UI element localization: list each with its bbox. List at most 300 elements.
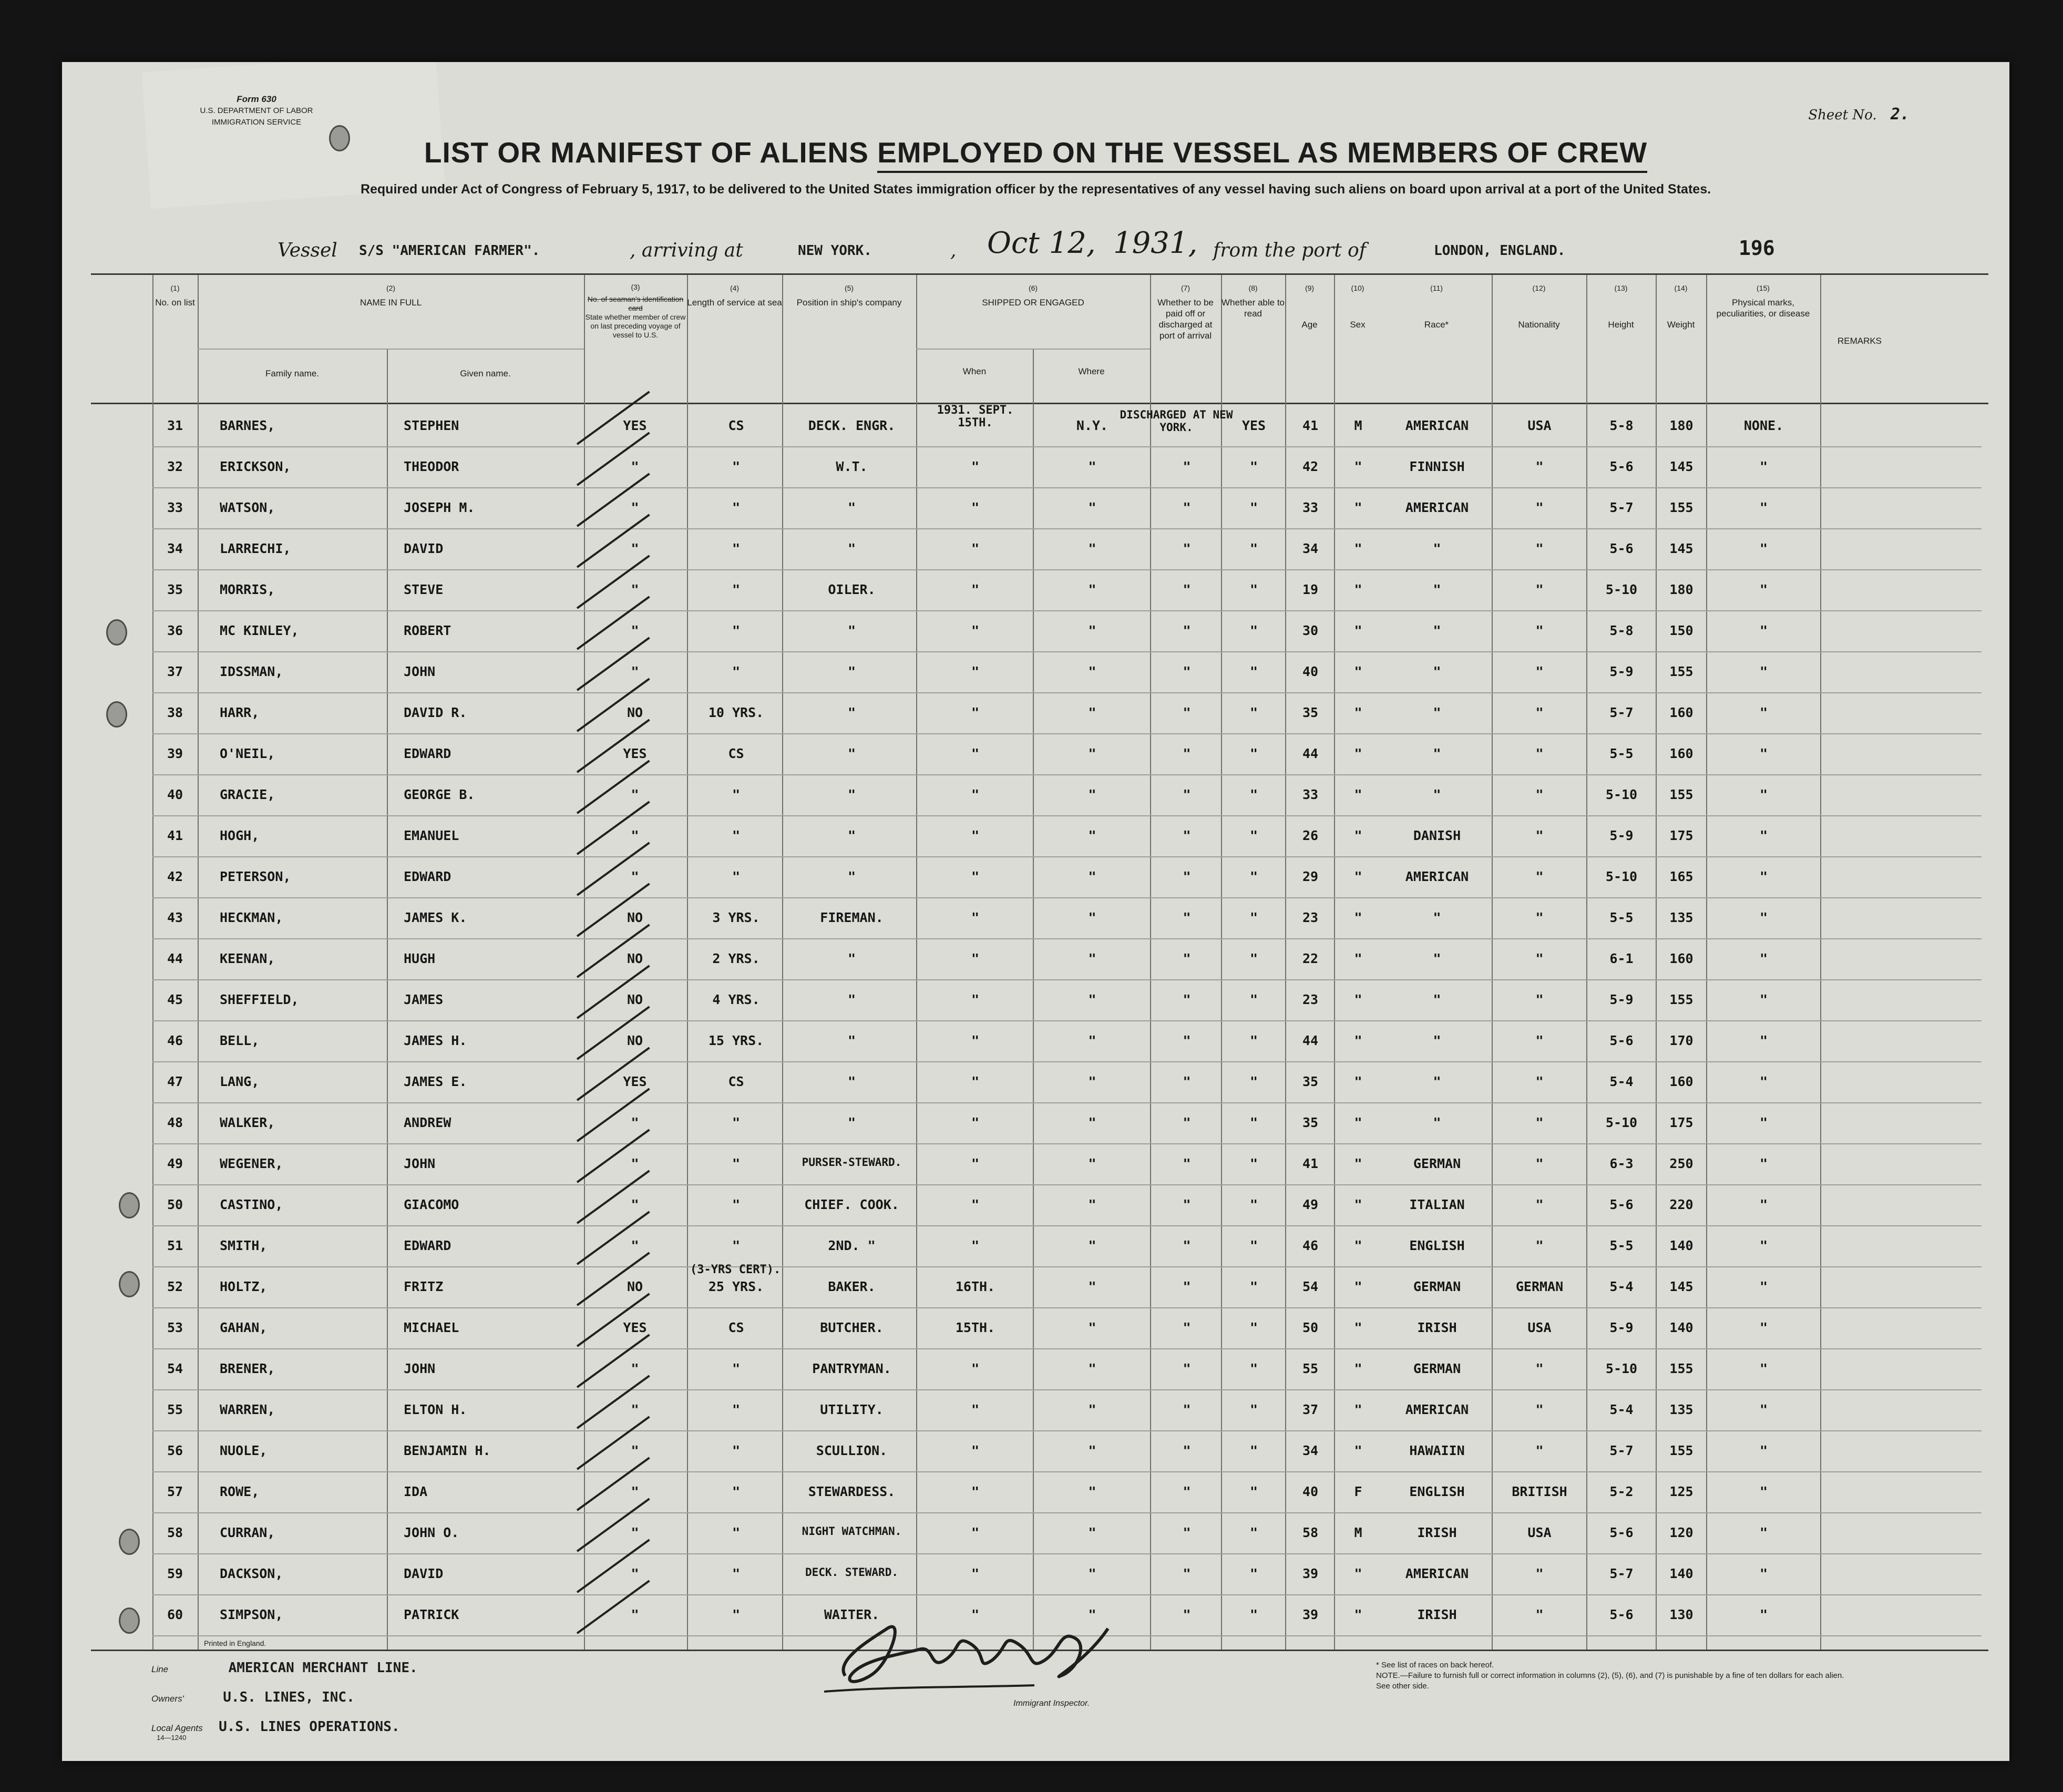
- cell-card: NO: [627, 910, 643, 925]
- cell-paid: ": [1183, 1525, 1191, 1540]
- cell-marks: NONE.: [1743, 418, 1784, 433]
- cell-given: JAMES K.: [404, 910, 467, 925]
- header-paid-off: (7) Whether to be paid off or discharged at port of arrival: [1157, 284, 1214, 341]
- table-row: [62, 693, 2009, 732]
- header-height: (13) Height: [1608, 284, 1634, 330]
- cell-height: 5-8: [1609, 623, 1634, 638]
- cell-weight: 165: [1669, 869, 1693, 884]
- cell-height: 5-5: [1609, 910, 1634, 925]
- cell-when: ": [971, 992, 980, 1007]
- cell-no: 32: [167, 459, 183, 474]
- header-physical-marks: (15) Physical marks, peculiarities, or disease: [1716, 284, 1810, 319]
- cell-marks: ": [1759, 992, 1768, 1007]
- cell-where: ": [1088, 1566, 1096, 1581]
- cell-family: BELL,: [220, 1033, 260, 1048]
- cell-given: PATRICK: [404, 1607, 459, 1622]
- cell-position: ": [847, 992, 856, 1007]
- cell-card: ": [631, 1443, 639, 1458]
- header-remarks: REMARKS: [1837, 336, 1882, 346]
- cell-where: ": [1088, 1115, 1096, 1130]
- cell-weight: 220: [1669, 1197, 1693, 1212]
- cell-when: ": [971, 1566, 980, 1581]
- cell-family: O'NEIL,: [220, 746, 275, 761]
- cell-service: 4 YRS.: [712, 992, 760, 1007]
- form-code: 14—1240: [157, 1734, 187, 1742]
- cell-weight: 155: [1669, 1443, 1693, 1458]
- header-position: (5) Position in ship's company: [796, 284, 902, 308]
- cell-given: EDWARD: [404, 746, 451, 761]
- cell-paid: ": [1183, 1402, 1191, 1417]
- cell-paid: ": [1183, 705, 1191, 720]
- cell-no: 53: [167, 1320, 183, 1335]
- cell-height: 5-6: [1609, 541, 1634, 556]
- cell-height: 5-2: [1609, 1484, 1634, 1499]
- cell-race: ENGLISH: [1409, 1484, 1465, 1499]
- cell-read: ": [1249, 746, 1258, 761]
- cell-paid: ": [1183, 787, 1191, 802]
- cell-sex: ": [1354, 1566, 1362, 1581]
- cell-paid: ": [1183, 1279, 1191, 1294]
- cell-height: 5-8: [1609, 418, 1634, 433]
- cell-sex: ": [1354, 1279, 1362, 1294]
- cell-card: ": [631, 1566, 639, 1581]
- cell-weight: 250: [1669, 1156, 1693, 1171]
- cell-no: 44: [167, 951, 183, 966]
- table-row: [62, 939, 2009, 978]
- cell-marks: ": [1759, 910, 1768, 925]
- punch-hole: [119, 1192, 140, 1218]
- cell-given: JAMES H.: [404, 1033, 467, 1048]
- cell-nationality: ": [1535, 951, 1544, 966]
- cell-age: 44: [1302, 746, 1319, 761]
- table-row: [62, 816, 2009, 855]
- cell-nationality: ": [1535, 1361, 1544, 1376]
- cell-marks: ": [1759, 1525, 1768, 1540]
- cell-nationality: USA: [1527, 1320, 1552, 1335]
- cell-position: NIGHT WATCHMAN.: [802, 1525, 902, 1538]
- cell-sex: ": [1354, 787, 1362, 802]
- page-subtitle: Required under Act of Congress of February 5, 1917, to be delivered to the United States immigration officer by the representatives of any vessel having such aliens on board upon arrival at a port of the United States.: [360, 182, 1711, 197]
- cell-service: ": [732, 1484, 741, 1499]
- cell-family: DACKSON,: [220, 1566, 283, 1581]
- header-shipped-or-engaged: (6) SHIPPED OR ENGAGED: [982, 284, 1084, 308]
- cell-family: HOLTZ,: [220, 1279, 268, 1294]
- cell-race: HAWAIIN: [1409, 1443, 1465, 1458]
- cell-sex: ": [1354, 1156, 1362, 1171]
- cell-where: ": [1088, 746, 1096, 761]
- cell-height: 5-7: [1609, 500, 1634, 515]
- cell-weight: 145: [1669, 459, 1693, 474]
- cell-where: ": [1088, 1484, 1096, 1499]
- cell-service: ": [732, 1238, 741, 1253]
- cell-no: 43: [167, 910, 183, 925]
- cell-race: ": [1433, 1115, 1441, 1130]
- cell-paid: ": [1183, 1074, 1191, 1089]
- cell-paid: ": [1183, 828, 1191, 843]
- cell-weight: 155: [1669, 787, 1693, 802]
- service-name: IMMIGRATION SERVICE: [211, 118, 302, 127]
- cell-sex: ": [1354, 1361, 1362, 1376]
- cell-read: ": [1249, 951, 1258, 966]
- cell-card: ": [631, 459, 639, 474]
- header-weight: (14) Weight: [1667, 284, 1695, 330]
- cell-service: ": [732, 1115, 741, 1130]
- cell-position: W.T.: [836, 459, 868, 474]
- cell-position: BUTCHER.: [820, 1320, 884, 1335]
- inspector-label: Immigrant Inspector.: [1013, 1699, 1090, 1708]
- cell-height: 5-4: [1609, 1402, 1634, 1417]
- cell-card: ": [631, 1156, 639, 1171]
- cell-nationality: USA: [1527, 1525, 1552, 1540]
- shipped-subheader-rule: [916, 349, 1150, 350]
- cell-where: ": [1088, 459, 1096, 474]
- cell-weight: 120: [1669, 1525, 1693, 1540]
- cell-where: ": [1088, 664, 1096, 679]
- cell-family: CURRAN,: [220, 1525, 275, 1540]
- cell-sex: ": [1354, 459, 1362, 474]
- cell-sex: ": [1354, 869, 1362, 884]
- vessel-label: Vessel: [278, 240, 337, 261]
- cell-race: ": [1433, 910, 1441, 925]
- cell-given: JOSEPH M.: [404, 500, 475, 515]
- cell-race: IRISH: [1417, 1607, 1457, 1622]
- cell-sex: ": [1354, 951, 1362, 966]
- cell-nationality: ": [1535, 1566, 1544, 1581]
- cell-read: ": [1249, 1320, 1258, 1335]
- table-row: [62, 406, 2009, 445]
- cell-height: 5-10: [1605, 787, 1638, 802]
- cell-race: FINNISH: [1409, 459, 1465, 474]
- cell-read: ": [1249, 828, 1258, 843]
- cell-nationality: ": [1535, 705, 1544, 720]
- cell-nationality: ": [1535, 1033, 1544, 1048]
- cell-height: 5-10: [1605, 869, 1638, 884]
- from-port: LONDON, ENGLAND.: [1434, 243, 1566, 259]
- cell-nationality: ": [1535, 1607, 1544, 1622]
- cell-no: 52: [167, 1279, 183, 1294]
- cell-position: PURSER-STEWARD.: [802, 1156, 902, 1169]
- cell-service: CS: [728, 418, 744, 433]
- cell-read: ": [1249, 787, 1258, 802]
- cell-where: N.Y.: [1076, 418, 1109, 433]
- cell-service: CS: [728, 1074, 744, 1089]
- cell-height: 5-5: [1609, 1238, 1634, 1253]
- table-row: [62, 652, 2009, 691]
- cell-when: ": [971, 1115, 980, 1130]
- cell-weight: 140: [1669, 1320, 1693, 1335]
- cell-position: BAKER.: [828, 1279, 876, 1294]
- cell-family: HECKMAN,: [220, 910, 283, 925]
- cell-position: ": [847, 623, 856, 638]
- cell-read: ": [1249, 869, 1258, 884]
- cell-no: 31: [167, 418, 183, 433]
- cell-position: DECK. STEWARD.: [805, 1566, 898, 1579]
- cell-where: ": [1088, 1320, 1096, 1335]
- cell-marks: ": [1759, 1361, 1768, 1376]
- cell-weight: 145: [1669, 541, 1693, 556]
- cell-marks: ": [1759, 1033, 1768, 1048]
- cell-nationality: ": [1535, 992, 1544, 1007]
- cell-service: ": [732, 664, 741, 679]
- cell-where: ": [1088, 623, 1096, 638]
- cell-marks: ": [1759, 1279, 1768, 1294]
- cell-paid: ": [1183, 1115, 1191, 1130]
- cell-family: HARR,: [220, 705, 260, 720]
- arrival-year-handwritten: 1931,: [1113, 226, 1198, 260]
- cell-card: NO: [627, 951, 643, 966]
- cell-position: OILER.: [828, 582, 876, 597]
- header-list-number: (1) No. on list: [155, 284, 195, 308]
- table-row: [62, 1472, 2009, 1511]
- cell-given: FRITZ: [404, 1279, 444, 1294]
- cell-sex: ": [1354, 1238, 1362, 1253]
- header-race: (11) Race*: [1424, 284, 1449, 330]
- cell-weight: 155: [1669, 1361, 1693, 1376]
- punch-hole: [329, 125, 350, 151]
- punch-hole: [119, 1607, 140, 1634]
- cell-where: ": [1088, 787, 1096, 802]
- cell-marks: ": [1759, 1607, 1768, 1622]
- cell-where: ": [1088, 910, 1096, 925]
- cell-position: SCULLION.: [816, 1443, 888, 1458]
- cell-age: 37: [1302, 1402, 1319, 1417]
- cell-height: 6-3: [1609, 1156, 1634, 1171]
- cell-race: ": [1433, 705, 1441, 720]
- cell-nationality: ": [1535, 828, 1544, 843]
- cell-paid: ": [1183, 869, 1191, 884]
- cell-marks: ": [1759, 746, 1768, 761]
- cell-card: YES: [623, 418, 647, 433]
- cell-sex: M: [1354, 1525, 1362, 1540]
- cell-no: 36: [167, 623, 183, 638]
- header-family-name: Family name.: [265, 368, 320, 378]
- cell-sex: ": [1354, 541, 1362, 556]
- cell-when: 1931. SEPT. 15TH.: [937, 404, 1014, 429]
- cell-weight: 135: [1669, 910, 1693, 925]
- cell-nationality: ": [1535, 459, 1544, 474]
- cell-no: 57: [167, 1484, 183, 1499]
- cell-age: 41: [1302, 1156, 1319, 1171]
- cell-height: 5-10: [1605, 1361, 1638, 1376]
- vessel-name: S/S "AMERICAN FARMER".: [359, 243, 540, 259]
- cell-sex: F: [1354, 1484, 1362, 1499]
- cell-height: 5-7: [1609, 1443, 1634, 1458]
- cell-when: ": [971, 1402, 980, 1417]
- cell-age: 55: [1302, 1361, 1319, 1376]
- cell-read: ": [1249, 1484, 1258, 1499]
- cell-paid: ": [1183, 541, 1191, 556]
- cell-service: CS: [728, 1320, 744, 1335]
- cell-family: SIMPSON,: [220, 1607, 283, 1622]
- cell-no: 41: [167, 828, 183, 843]
- cell-marks: ": [1759, 1074, 1768, 1089]
- cell-race: DANISH: [1413, 828, 1461, 843]
- cell-given: STEPHEN: [404, 418, 459, 433]
- cell-race: ": [1433, 541, 1441, 556]
- cell-card: YES: [623, 1074, 647, 1089]
- cell-race: ": [1433, 992, 1441, 1007]
- cell-nationality: ": [1535, 787, 1544, 802]
- cell-weight: 160: [1669, 705, 1693, 720]
- cell-family: MC KINLEY,: [220, 623, 299, 638]
- cell-no: 50: [167, 1197, 183, 1212]
- cell-given: JAMES E.: [404, 1074, 467, 1089]
- cell-given: DAVID: [404, 1566, 444, 1581]
- cell-service: 3 YRS.: [712, 910, 760, 925]
- cell-height: 5-9: [1609, 992, 1634, 1007]
- cell-when: ": [971, 828, 980, 843]
- cell-family: LARRECHI,: [220, 541, 291, 556]
- cell-age: 58: [1302, 1525, 1319, 1540]
- cell-weight: 140: [1669, 1566, 1693, 1581]
- cell-when: ": [971, 459, 980, 474]
- cell-race: AMERICAN: [1405, 500, 1469, 515]
- cell-nationality: GERMAN: [1515, 1279, 1564, 1294]
- cell-where: ": [1088, 1443, 1096, 1458]
- cell-when: ": [971, 1525, 980, 1540]
- cell-no: 46: [167, 1033, 183, 1048]
- punch-hole: [119, 1529, 140, 1555]
- cell-age: 19: [1302, 582, 1319, 597]
- cell-nationality: USA: [1527, 418, 1552, 433]
- cell-given: MICHAEL: [404, 1320, 459, 1335]
- cell-position: ": [847, 951, 856, 966]
- cell-service: CS: [728, 746, 744, 761]
- cell-position: ": [847, 664, 856, 679]
- cell-given: ROBERT: [404, 623, 451, 638]
- table-row: [62, 1431, 2009, 1470]
- cell-marks: ": [1759, 623, 1768, 638]
- cell-weight: 160: [1669, 746, 1693, 761]
- inspector-signature: [814, 1597, 1129, 1702]
- cell-family: HOGH,: [220, 828, 260, 843]
- cell-weight: 125: [1669, 1484, 1693, 1499]
- cell-weight: 175: [1669, 1115, 1693, 1130]
- cell-no: 40: [167, 787, 183, 802]
- cell-age: 49: [1302, 1197, 1319, 1212]
- footnotes: [1376, 1660, 1849, 1692]
- cell-sex: ": [1354, 1197, 1362, 1212]
- cell-nationality: ": [1535, 1074, 1544, 1089]
- cell-age: 34: [1302, 541, 1319, 556]
- cell-given: THEODOR: [404, 459, 459, 474]
- cell-height: 5-10: [1605, 1115, 1638, 1130]
- cell-age: 29: [1302, 869, 1319, 884]
- cell-family: SMITH,: [220, 1238, 268, 1253]
- cell-weight: 150: [1669, 623, 1693, 638]
- cell-weight: 145: [1669, 1279, 1693, 1294]
- cell-card: ": [631, 787, 639, 802]
- cell-nationality: ": [1535, 623, 1544, 638]
- cell-when: ": [971, 623, 980, 638]
- table-row: [62, 1513, 2009, 1552]
- cell-card: ": [631, 1525, 639, 1540]
- cell-sex: ": [1354, 623, 1362, 638]
- cell-given: EDWARD: [404, 869, 451, 884]
- header-able-to-read: (8) Whether able to read: [1221, 284, 1285, 319]
- cell-age: 46: [1302, 1238, 1319, 1253]
- cell-race: ": [1433, 582, 1441, 597]
- cell-height: 5-6: [1609, 1525, 1634, 1540]
- cell-where: ": [1088, 1525, 1096, 1540]
- agents-value: U.S. LINES OPERATIONS.: [219, 1719, 400, 1735]
- cell-sex: ": [1354, 1443, 1362, 1458]
- table-row: [62, 1062, 2009, 1101]
- cell-service: 15 YRS.: [708, 1033, 764, 1048]
- cell-sex: ": [1354, 500, 1362, 515]
- owners-value: U.S. LINES, INC.: [223, 1689, 355, 1705]
- cell-age: 23: [1302, 910, 1319, 925]
- cell-read: ": [1249, 1607, 1258, 1622]
- cell-service: 2 YRS.: [712, 951, 760, 966]
- cell-where: ": [1088, 869, 1096, 884]
- header-name-in-full: (2) NAME IN FULL: [360, 284, 422, 308]
- cell-service: ": [732, 828, 741, 843]
- cell-race: AMERICAN: [1405, 1566, 1469, 1581]
- cell-height: 5-10: [1605, 582, 1638, 597]
- cell-read: ": [1249, 1402, 1258, 1417]
- cell-paid: ": [1183, 951, 1191, 966]
- table-row: [62, 1308, 2009, 1347]
- cell-marks: ": [1759, 1443, 1768, 1458]
- arriving-label: , arriving at: [630, 240, 743, 261]
- cell-family: CASTINO,: [220, 1197, 283, 1212]
- cell-read: ": [1249, 1566, 1258, 1581]
- cell-weight: 155: [1669, 500, 1693, 515]
- cell-nationality: ": [1535, 1156, 1544, 1171]
- cell-nationality: ": [1535, 1402, 1544, 1417]
- cell-height: 5-7: [1609, 1566, 1634, 1581]
- cell-position: ": [847, 787, 856, 802]
- cell-marks: ": [1759, 1566, 1768, 1581]
- cell-service: ": [732, 459, 741, 474]
- line-label: Line: [151, 1664, 169, 1674]
- cell-when: ": [971, 500, 980, 515]
- cell-card: YES: [623, 746, 647, 761]
- sheet-number-label: Sheet No.: [1808, 107, 1877, 123]
- cell-when: ": [971, 910, 980, 925]
- cell-position: ": [847, 1033, 856, 1048]
- arrival-date-handwritten: Oct 12,: [987, 226, 1096, 260]
- page-number: 196: [1739, 237, 1775, 260]
- cell-age: 33: [1302, 500, 1319, 515]
- owners-label: Owners': [151, 1694, 184, 1704]
- cell-marks: ": [1759, 787, 1768, 802]
- cell-card: NO: [627, 705, 643, 720]
- cell-height: 5-5: [1609, 746, 1634, 761]
- table-row: [62, 857, 2009, 896]
- header-age: (9) Age: [1301, 284, 1318, 330]
- cell-age: 40: [1302, 664, 1319, 679]
- cell-when: ": [971, 1197, 980, 1212]
- cell-no: 33: [167, 500, 183, 515]
- cell-race: AMERICAN: [1405, 869, 1469, 884]
- cell-when: 16TH.: [955, 1279, 995, 1294]
- cell-weight: 130: [1669, 1607, 1693, 1622]
- table-row: [62, 1021, 2009, 1060]
- cell-nationality: ": [1535, 746, 1544, 761]
- cell-service: ": [732, 500, 741, 515]
- table-row: [62, 1554, 2009, 1593]
- cell-sex: ": [1354, 910, 1362, 925]
- cell-position: ": [847, 869, 856, 884]
- cell-age: 35: [1302, 705, 1319, 720]
- header-top-rule: [91, 273, 1988, 275]
- cell-when: ": [971, 1361, 980, 1376]
- cell-card: YES: [623, 1320, 647, 1335]
- cell-sex: ": [1354, 705, 1362, 720]
- cell-marks: ": [1759, 828, 1768, 843]
